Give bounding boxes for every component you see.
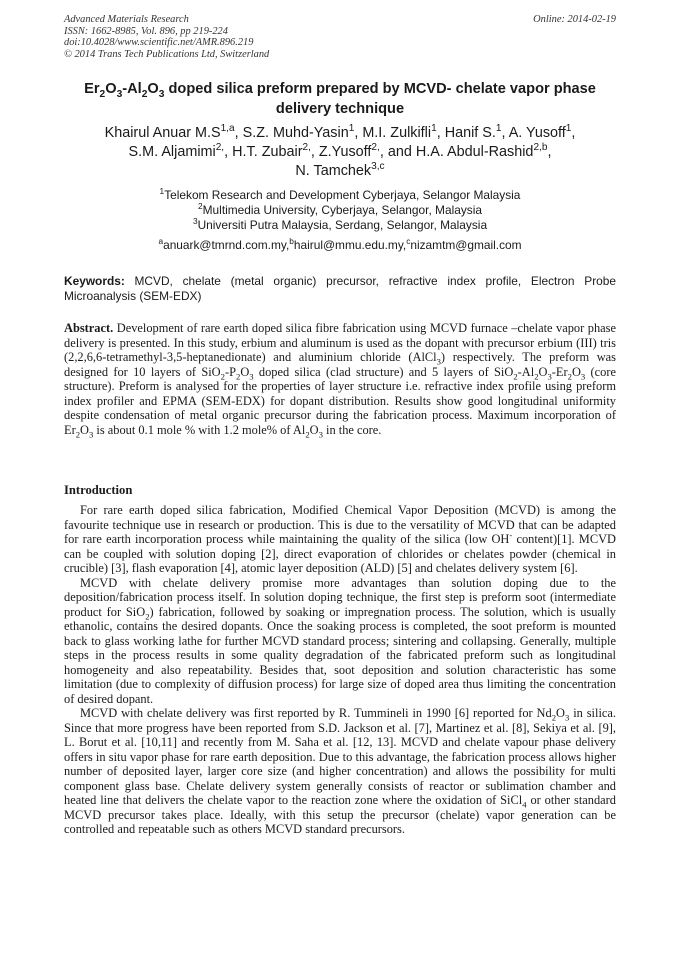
title-sub: 3 (116, 88, 123, 100)
intro-sub: 2 (145, 610, 150, 621)
intro-text: O (556, 706, 565, 720)
abstract-sub: 2 (75, 428, 81, 439)
abstract-text: O (80, 422, 89, 437)
abstract-text: O (571, 364, 581, 379)
paper-title (64, 80, 616, 119)
abstract-text: Development of rare earth doped silica fibre fabrication using MCVD furnace –chelate vapor phase delivery is presented. In this study, erbium and aluminum is used as the dopant with precursor erbium (III) tris (2,2,6,6-tetramethyl-3,5-heptanedionate) and aluminium chloride (AlCl (64, 321, 616, 364)
abstract-sub: 2 (567, 370, 572, 381)
abstract-sub: 2 (513, 370, 518, 381)
author-affiliation-mark: 2, (302, 142, 311, 154)
intro-paragraph-2 (64, 576, 616, 707)
title-part: Er (84, 81, 100, 97)
author-name: M.I. Zulkifli (362, 125, 432, 141)
abstract-text: O (240, 364, 250, 379)
intro-sub: 3 (564, 712, 570, 723)
affiliation-text: Telekom Research and Development Cyberjaya, Selangor Malaysia (164, 188, 521, 202)
author-name: H.T. Zubair (232, 144, 303, 160)
author-affiliation-mark: 1 (431, 123, 437, 135)
email-list (64, 238, 616, 253)
intro-paragraph-3 (64, 706, 616, 837)
title-part: doped silica preform prepared by MCVD- chelate vapor phase delivery technique (164, 81, 596, 117)
introduction-heading: Introduction (64, 483, 133, 497)
intro-text: content)[1]. MCVD can be coupled with solution doping [2], direct evaporation of chlorides or chelates powder (chemical in crucible) [3], flash evaporation [4], atomic layer deposition (ALD) [5] and chelates delivery system [6]. (64, 532, 616, 575)
abstract-sub: 3 (249, 370, 254, 381)
abstract-text: doped silica (clad structure) and 5 layers of SiO (253, 364, 514, 379)
title-part: -Al (122, 81, 142, 97)
author-separator: , (547, 144, 552, 160)
affiliation-mark: 2 (198, 201, 203, 212)
author-affiliation-mark: 1 (565, 123, 572, 135)
title-part: O (147, 81, 159, 97)
abstract-sub: 2 (534, 370, 539, 381)
affiliation-text: Multimedia University, Cyberjaya, Selangor, Malaysia (202, 203, 482, 218)
abstract-label: Abstract. (64, 321, 114, 335)
author-separator: , (571, 125, 576, 141)
journal-copyright: © 2014 Trans Tech Publications Ltd, Switzerland (64, 48, 270, 60)
journal-issn: ISSN: 1662-8985, Vol. 896, pp 219-224 (64, 25, 228, 37)
title-sub: 2 (141, 88, 148, 100)
affiliation-mark: 3 (192, 216, 198, 227)
author-affiliation-mark: 1 (495, 123, 502, 135)
abstract-text: O (538, 364, 548, 379)
author-affiliation-mark: 2, (215, 142, 225, 154)
author-list (64, 124, 616, 181)
author-affiliation-mark: 2,b (533, 142, 548, 154)
email-address: hairul@mmu.edu.my, (293, 238, 407, 252)
abstract-section (64, 321, 616, 437)
author-affiliation-mark: 1,a (220, 123, 235, 135)
author-affiliation-mark: 3,c (371, 161, 385, 173)
author-separator: , and (379, 144, 416, 160)
author-name: S.Z. Muhd-Yasin (242, 125, 349, 141)
abstract-text: (core structure). Preform is analysed for the properties of layer structure i.e. refractive index profile using preform index profiler and EPMA (SEM-EDX) for dopant distribution. Results show good longitudinal uniformity despite condensation of metal organic precursor during the fabrication process. Maximum incorporation of Er (64, 364, 616, 437)
keywords-section (64, 274, 616, 305)
affiliation-item (64, 218, 616, 233)
author-name: S.M. Aljamimi (128, 144, 216, 160)
intro-text: For rare earth doped silica fabrication, Modified Chemical Vapor Deposition (MCVD) is among the favourite technique use in research or production. This is due to the versatility of MCVD that can be adapted for rare earth incorporation process while maintaining the quality of the silica (low OH (64, 503, 616, 546)
abstract-sub: 2 (305, 428, 310, 439)
affiliation-list (64, 188, 616, 234)
intro-text: MCVD with chelate delivery was first reported by R. Tummineli in 1990 [6] reported for Nd (80, 706, 552, 720)
intro-sub: 2 (551, 712, 557, 723)
title-part: O (105, 81, 117, 97)
author-separator: , (354, 125, 363, 141)
abstract-text: -P (224, 364, 236, 379)
journal-name: Advanced Materials Research (64, 14, 189, 25)
email-mark: c (406, 236, 411, 247)
author-name: H.A. Abdul-Rashid (415, 144, 534, 160)
author-separator: , (310, 144, 319, 160)
intro-sup: - (509, 529, 513, 540)
introduction-section (64, 503, 616, 837)
author-separator: , (436, 125, 445, 141)
abstract-sub: 3 (318, 428, 323, 439)
email-mark: a (158, 236, 164, 247)
author-name: A. Yusoff (508, 125, 566, 141)
author-name: Hanif S. (444, 125, 496, 141)
abstract-text: O (309, 422, 319, 437)
abstract-text: in the core. (322, 422, 382, 437)
author-affiliation-mark: 2, (371, 142, 380, 154)
author-affiliation-mark: 1 (348, 123, 355, 135)
intro-text: ) fabrication, followed by soaking or impregnation process. The solution, which is usually ethanolic, contains the desired dopants. Once the soaking process is completed, the soot preform is mounted back to glass working lathe for further MCVD standard process; sintering and collapsing. Generally, multiple steps in the process results in some quality degradation of the fabricated preform such as longitudinal homogeneity and also repeatability. Besides that, soot deposition and solution characteristic has some limitation (due to complexity of diffusion process) for large size of doped area thus limiting the concentration of desired dopant. (64, 604, 617, 706)
abstract-sub: 3 (436, 356, 441, 367)
affiliation-mark: 1 (159, 186, 165, 197)
abstract-text: is about 0.1 mole % with 1.2 mole% of Al (93, 422, 306, 437)
intro-text: MCVD with chelate delivery promise more advantages than solution doping due to the deposition/fabrication process itself. In solution doping technique, the first step is preform soot (intermediate product for SiO (64, 575, 616, 619)
email-mark: b (289, 236, 294, 247)
email-address: nizamtm@gmail.com (410, 238, 522, 252)
abstract-sub: 2 (220, 370, 225, 381)
abstract-sub: 2 (235, 370, 241, 381)
abstract-text: -Er (551, 364, 568, 379)
author-name: N. Tamchek (295, 163, 372, 179)
intro-sub: 4 (522, 799, 527, 810)
abstract-sub: 3 (580, 370, 586, 381)
journal-doi: doi:10.4028/www.scientific.net/AMR.896.219 (64, 37, 254, 49)
abstract-text: -Al (517, 364, 535, 379)
author-name: Z.Yusoff (318, 144, 372, 160)
affiliation-item (64, 188, 616, 203)
title-sub: 2 (99, 88, 106, 100)
abstract-sub: 3 (88, 428, 94, 439)
intro-text: in silica. Since that more progress have been reported from S.D. Jackson et al. [7], Martinez et al. [8], Sekiya et al. [9], L. Borut et al. [10,11] and recently from M. Saha et al. [12, 13]. MCVD and chelate vapour phase delivery offers in situ vapor phase for rare earth deposition. Due to this advantage, the fabrication process allows higher number of deposited layer, larger core size (and higher concentration) and allows the possibility for multi component glass base. Chelate delivery system generally consists of reactor or sublimation chamber and heated line that delivers the chelate vapor to the reaction zone where the oxidation of SiCl (64, 706, 616, 807)
author-separator: , (501, 125, 509, 141)
keywords-label: Keywords: (64, 274, 125, 288)
author-separator: , (224, 144, 233, 160)
keywords-text: MCVD, chelate (metal organic) precursor, refractive index profile, Electron Probe Microanalysis (SEM-EDX) (64, 274, 616, 304)
intro-paragraph-1 (64, 503, 616, 576)
email-address: anuark@tmrnd.com.my, (163, 238, 290, 252)
author-name: Khairul Anuar M.S (104, 125, 221, 141)
intro-text: or other standard MCVD precursor takes place. Ideally, with this setup the precursor (chelate) vapor generation can be controlled and repeatable such as others MCVD standard precursors. (64, 793, 616, 836)
abstract-sub: 3 (547, 370, 552, 381)
title-sub: 3 (158, 88, 165, 100)
affiliation-text: Universiti Putra Malaysia, Serdang, Selangor, Malaysia (197, 218, 488, 233)
online-date: Online: 2014-02-19 (533, 14, 616, 25)
affiliation-item (64, 203, 616, 218)
abstract-text: ) respectively. The preform was designed for 10 layers of SiO (64, 350, 616, 379)
author-separator: , (234, 125, 243, 141)
